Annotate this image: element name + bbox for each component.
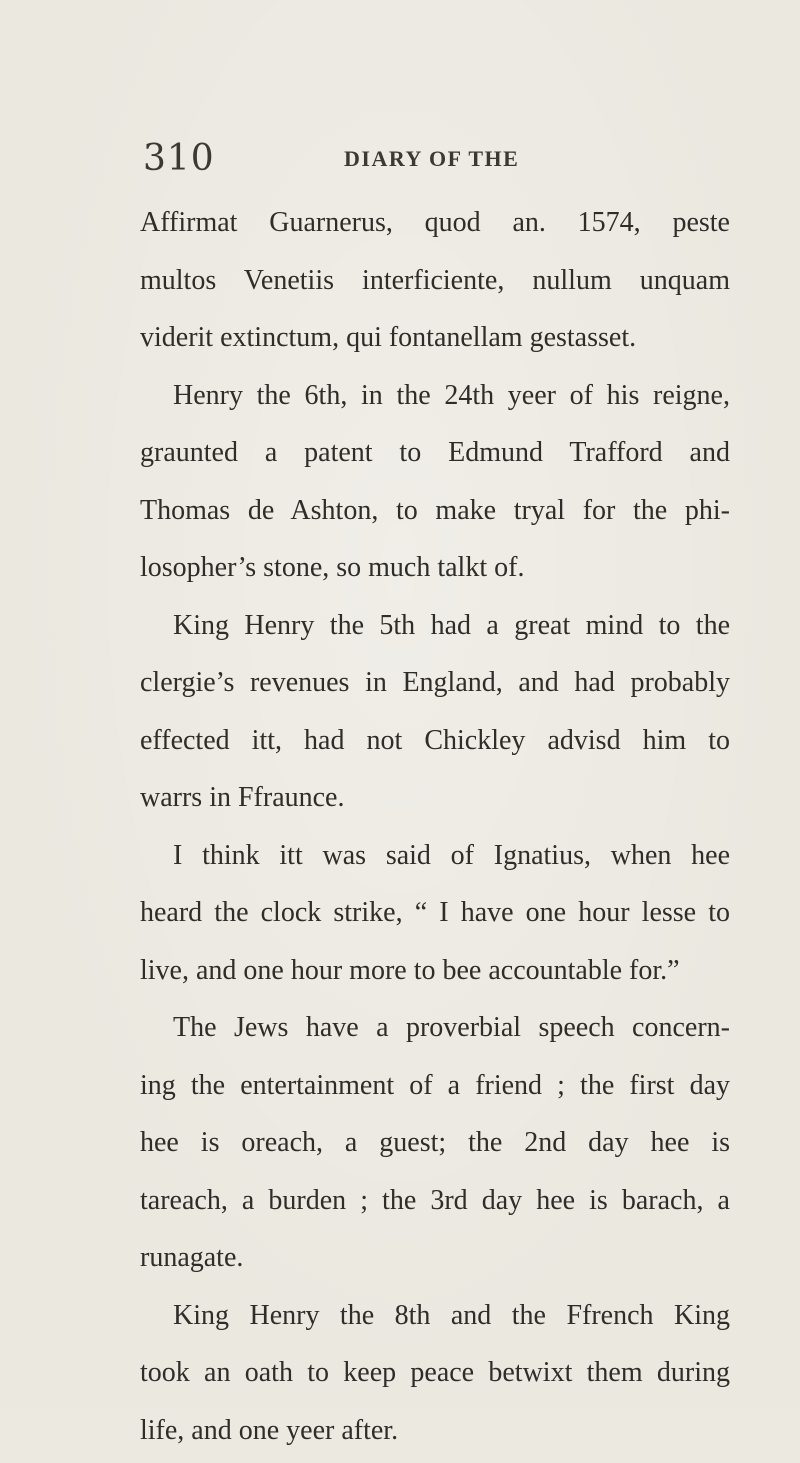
text-line: live, and one hour more to bee accountable for.” xyxy=(140,946,730,1004)
text-line: life, and one yeer after. xyxy=(140,1406,730,1463)
text-line: Affirmat Guarnerus, quod an. 1574, peste xyxy=(140,198,730,256)
page-number: 310 xyxy=(143,138,215,179)
text-line: runagate. xyxy=(140,1233,730,1291)
text-line: I think itt was said of Ignatius, when hee xyxy=(140,831,730,889)
running-head: DIARY OF THE xyxy=(344,146,519,172)
text-line: hee is oreach, a guest; the 2nd day hee is xyxy=(140,1118,730,1176)
text-line: took an oath to keep peace betwixt them during xyxy=(140,1348,730,1406)
text-line: King Henry the 8th and the Ffrench King xyxy=(140,1291,730,1349)
text-line: viderit extinctum, qui fontanellam gestasset. xyxy=(140,313,730,371)
text-line: Henry the 6th, in the 24th yeer of his reigne, xyxy=(140,371,730,429)
text-line: clergie’s revenues in England, and had probably xyxy=(140,658,730,716)
text-line: ing the entertainment of a friend ; the first day xyxy=(140,1061,730,1119)
text-line: multos Venetiis interficiente, nullum unquam xyxy=(140,256,730,314)
text-line: tareach, a burden ; the 3rd day hee is barach, a xyxy=(140,1176,730,1234)
text-line: King Henry the 5th had a great mind to the xyxy=(140,601,730,659)
text-line: losopher’s stone, so much talkt of. xyxy=(140,543,730,601)
text-line: Thomas de Ashton, to make tryal for the phi- xyxy=(140,486,730,544)
page-header xyxy=(0,138,800,178)
text-line: graunted a patent to Edmund Trafford and xyxy=(140,428,730,486)
text-line: heard the clock strike, “ I have one hour lesse to xyxy=(140,888,730,946)
text-line: The Jews have a proverbial speech concern- xyxy=(140,1003,730,1061)
body-text xyxy=(140,198,730,1463)
text-line: warrs in Ffraunce. xyxy=(140,773,730,831)
text-line: effected itt, had not Chickley advisd him to xyxy=(140,716,730,774)
